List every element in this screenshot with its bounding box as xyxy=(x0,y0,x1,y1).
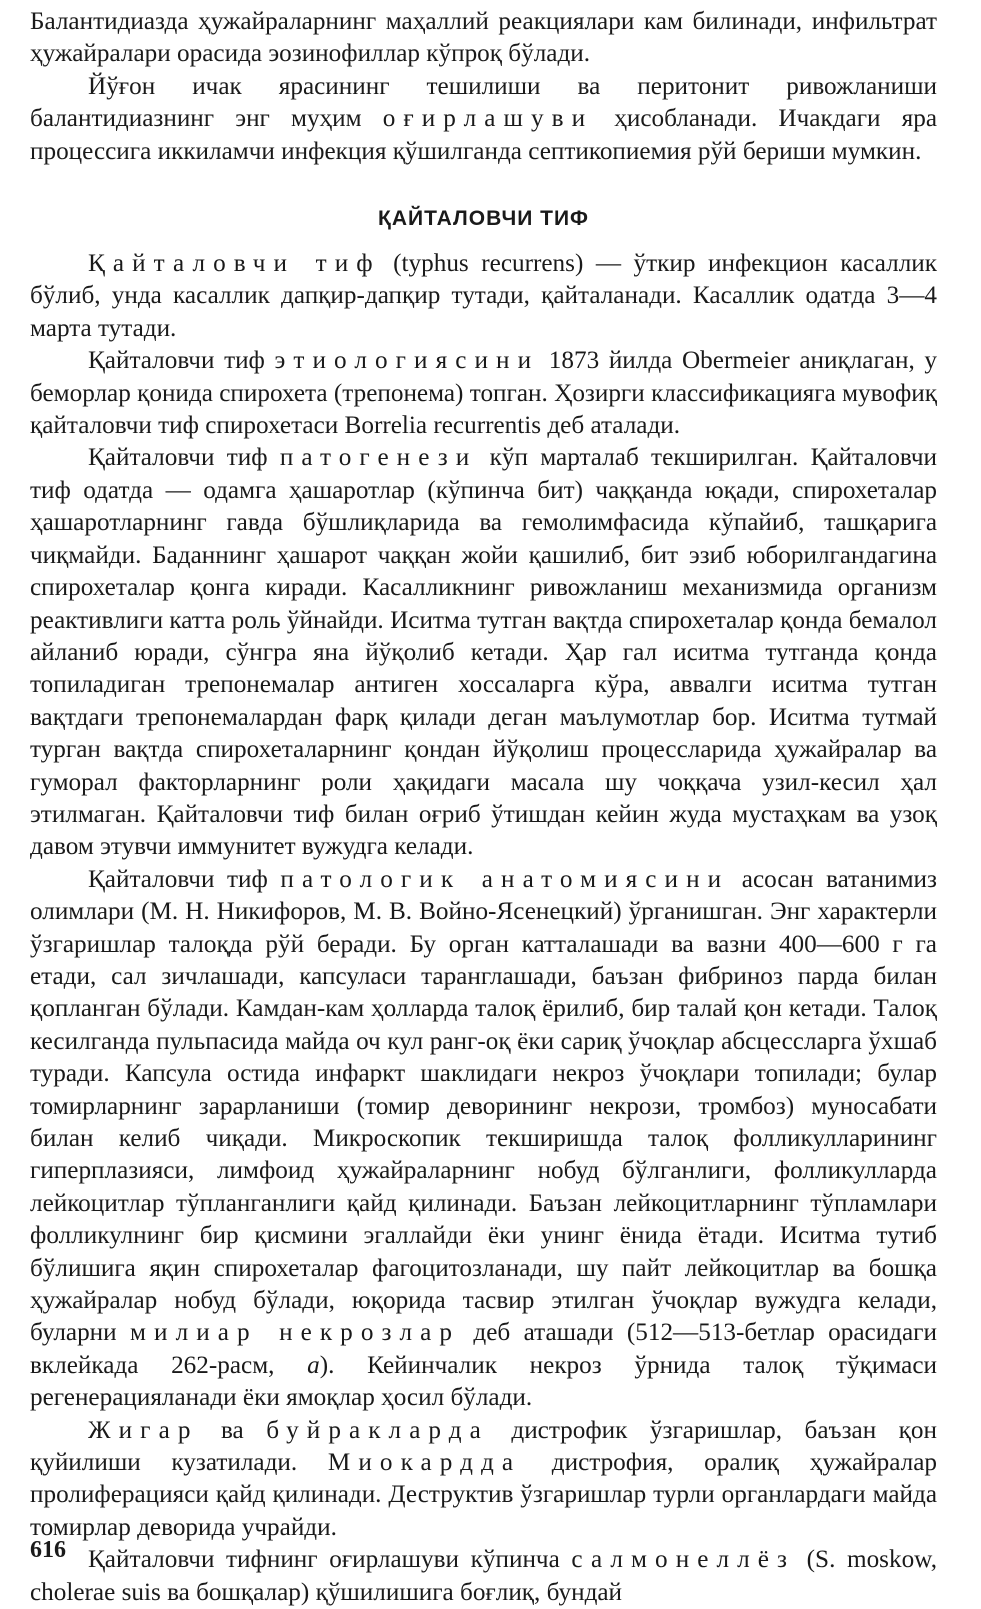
figure-letter: а xyxy=(307,1351,320,1379)
paragraph-definition xyxy=(30,248,937,345)
text-run: ҳисобланади. Ичакдаги яра процессига иккиламчи инфекция қўшилганда септикопиемия рўй бериши мумкин. xyxy=(30,105,938,165)
spaced-term: патогенези xyxy=(279,444,478,472)
paragraph-intro-2 xyxy=(30,71,937,168)
text-run: ). Кейинчалик некроз ўрнида талоқ тўқимаси регенерацияланади ёки ямоқлар ҳосил бўлади. xyxy=(30,1351,937,1412)
text-run: деб аташади (512—513-бетлар орасидаги вклейкада 262-расм, xyxy=(30,1319,937,1379)
spaced-term: Миокардда xyxy=(327,1449,522,1477)
paragraph-organs xyxy=(30,1415,937,1545)
text-run: ва xyxy=(220,1416,244,1444)
spaced-term: милиар некрозлар xyxy=(130,1319,461,1347)
text-run: (S. moskow, cholerae suis ва бошқалар) қўшилишига боғлиқ, бундай xyxy=(30,1546,938,1606)
spaced-term: Қайталовчи тиф xyxy=(88,250,381,278)
text-run: Қайталовчи тиф xyxy=(88,444,268,472)
spaced-term: Жигар xyxy=(88,1416,199,1444)
text-run: кўп марталаб текширилган. Қайталовчи тиф одатда — одамга ҳашаротлар (кўпинча бит) чаққанда юқади, спирохеталар ҳашаротларнинг гавда бўшлиқларида ва гемолимфасида кўпайиб, ташқарига чиқмайди. Баданнинг ҳашарот чаққан жойи қашилиб, бит эзиб юборилгандагина спирохеталар қонга киради. Касалликнинг ривожланиш механизмида организм реактивлиги катта роль ўйнайди. Иситма тутган вақтда спирохеталар қонда бемалол айланиб юради, сўнгра яна йўқолиб кетади. Ҳар гал иситма тутганда қонда топиладиган трепонемалар антиген хоссаларга кўра, аввалги иситма тутган вақтдаги трепонемалардан фарқ қилади деган маълумотлар бор. Иситма тутмай турган вақтда спирохеталарнинг қондан йўқолиш процессларида ҳужайралар ва гуморал факторларнинг роли ҳақидаги масала шу чоққача узил-кесил ҳал этилмаган. Қайталовчи тиф билан оғриб ўтишдан кейин жуда мустаҳкам ва узоқ давом этувчи иммунитет вужудга келади. xyxy=(30,444,938,861)
paragraph-pathogenesis xyxy=(30,442,937,863)
section-heading: ҚАЙТАЛОВЧИ ТИФ xyxy=(378,207,589,231)
paragraph-pathologic-anatomy xyxy=(30,864,937,1415)
text-run: дистрофия, оралиқ ҳужайралар пролиферацияси қайд қилинади. Деструктив ўзгаришлар турли органлардаги майда томирлар деворида учрайди. xyxy=(30,1449,938,1541)
text-run: Қайталовчи тиф xyxy=(88,347,265,375)
paragraph-etiology xyxy=(30,345,937,442)
spaced-term: буйракларда xyxy=(266,1416,489,1444)
text-run: дистрофик ўзгаришлар, баъзан қон қуйилиши кузатилади. xyxy=(30,1416,937,1477)
spaced-term: патологик анатомиясини xyxy=(280,865,730,893)
spaced-term: этиологиясини xyxy=(274,347,540,375)
text-run: Қайталовчи тифнинг оғирлашуви кўпинча xyxy=(88,1546,560,1574)
text-run: Йўғон ичак ярасининг тешилиши ва перитонит ривожланиши балантидиазнинг энг муҳим xyxy=(30,72,937,133)
page-number: 616 xyxy=(30,1537,66,1563)
paragraph-intro-1: Балантидиазда ҳужайраларнинг маҳаллий реакциялари кам билинади, инфильтрат ҳужайралари орасида эозинофиллар кўпроқ бўлади. xyxy=(30,8,937,68)
text-run: (typhus recurrens) — ўткир инфекцион касаллик бўлиб, унда касаллик дапқир-дапқир тутади, қайталанади. Касаллик одатда 3—4 марта тутади. xyxy=(30,250,938,342)
text-run: 1873 йилда Obermeier аниқлаган, у беморлар қонида спирохета (трепонема) топган. Ҳозирги классификацияга мувофиқ қайталовчи тиф спирохетаси Borrelia recurrentis деб аталади. xyxy=(30,347,937,440)
spaced-term: оғирлашуви xyxy=(382,105,594,133)
paragraph-complications xyxy=(30,1544,937,1609)
text-run: асосан ватанимиз олимлари (М. Н. Никифоров, М. В. Войно-Ясенецкий) ўрганишган. Энг характерли ўзгаришлар талоқда рўй беради. Бу орган катталашади ва вазни 400—600 г га етади, сал зичлашади, капсуласи таранглашади, баъзан фибриноз парда билан қопланган бўлади. Камдан-кам ҳолларда талоқ ёрилиб, бир талай қон кетади. Талоқ кесилганда пульпасида майда оч кул ранг-оқ ёки сариқ ўчоқлар абсцессларга ўхшаб туради. Капсула остида инфаркт шаклидаги некроз ўчоқлари топилади; булар томирларнинг зарарланиши (томир деворининг некрози, тромбоз) муносабати билан келиб чиқади. Микроскопик текширишда талоқ фолликулларининг гиперплазияси, лимфоид ҳужайраларнинг нобуд бўлганлиги, фолликулларда лейкоцитлар тўпланганлиги қайд қилинади. Баъзан лейкоцитларнинг тўпламлари фолликулнинг бир қисмини эгаллайди ёки унинг ёнида ётади. Иситма тутиб бўлишига яқин спирохеталар фагоцитозланади, шу пайт лейкоцитлар ва бошқа ҳужайралар нобуд бўлади, юқорида тасвир этилган ўчоқлар вужудга келади, буларни xyxy=(30,865,937,1347)
spaced-term: салмонеллёз xyxy=(571,1546,796,1574)
text-run: Қайталовчи тиф xyxy=(88,865,268,893)
